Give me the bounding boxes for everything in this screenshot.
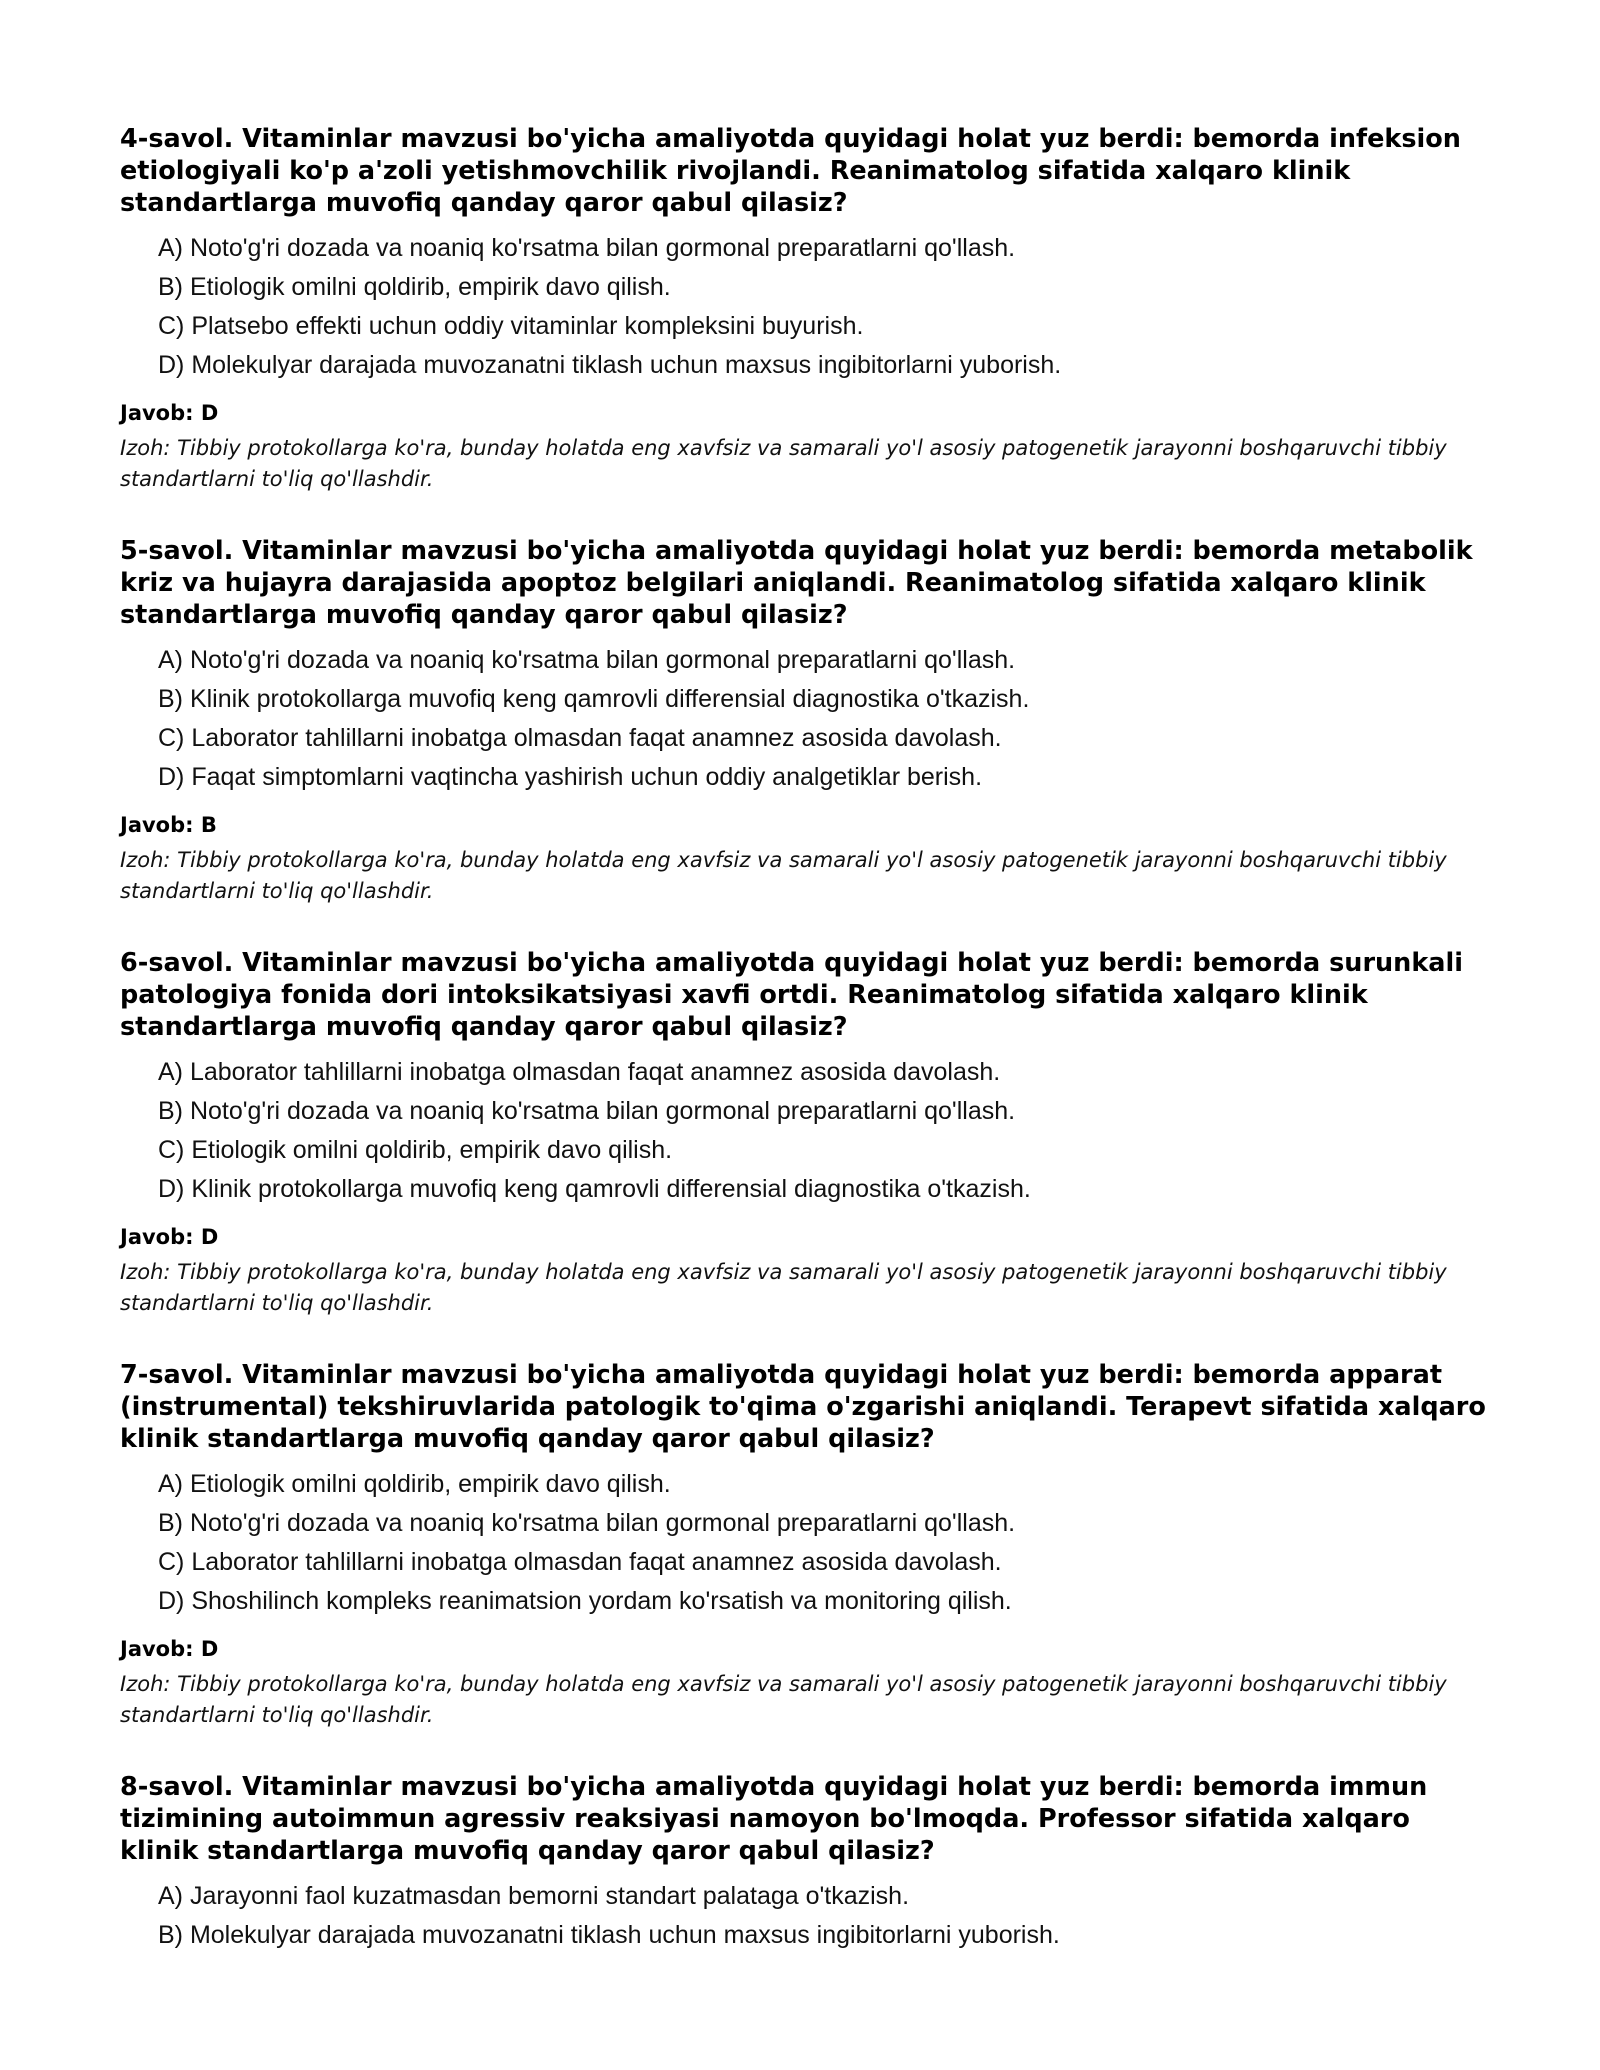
option-a: A) Jarayonni faol kuzatmasdan bemorni standart palataga o'tkazish. [158, 1882, 910, 1910]
option-c: C) Laborator tahlillarni inobatga olmasdan faqat anamnez asosida davolash. [158, 724, 1002, 752]
question-title: 4-savol. Vitaminlar mavzusi bo'yicha amaliyotda quyidagi holat yuz berdi: bemorda infeksion etiologiyali ko'p a'zoli yetishmovchilik rivojlandi. Reanimatolog sifatida xalqaro klinik standartlarga muvofiq qanday qaror qabul qilasiz? [120, 124, 1461, 218]
option-c: C) Laborator tahlillarni inobatga olmasdan faqat anamnez asosida davolash. [158, 1548, 1002, 1576]
answer: Javob: B [120, 813, 217, 837]
option-d: D) Klinik protokollarga muvofiq keng qamrovli differensial diagnostika o'tkazish. [158, 1175, 1031, 1203]
answer: Javob: D [120, 1225, 219, 1249]
question-4 [120, 123, 1490, 495]
options-list [120, 1877, 1490, 1955]
question-title: 6-savol. Vitaminlar mavzusi bo'yicha amaliyotda quyidagi holat yuz berdi: bemorda surunkali patologiya fonida dori intoksikatsiyasi xavfi ortdi. Reanimatolog sifatida xalqaro klinik standartlarga muvofiq qanday qaror qabul qilasiz? [120, 948, 1463, 1042]
option-c: C) Etiologik omilni qoldirib, empirik davo qilish. [158, 1136, 673, 1164]
option-b: B) Noto'g'ri dozada va noaniq ko'rsatma bilan gormonal preparatlarni qo'llash. [158, 1097, 1016, 1125]
explanation-note: Izoh: Tibbiy protokollarga ko'ra, bunday holatda eng xavfsiz va samarali yo'l asosiy patogenetik jarayonni boshqaruvchi tibbiy standartlarni to'liq qo'llashdir. [120, 848, 1447, 903]
question-title: 7-savol. Vitaminlar mavzusi bo'yicha amaliyotda quyidagi holat yuz berdi: bemorda apparat (instrumental) tekshiruvlarida patologik to'qima o'zgarishi aniqlandi. Terapevt sifatida xalqaro klinik standartlarga muvofiq qanday qaror qabul qilasiz? [120, 1360, 1486, 1454]
option-b: B) Molekulyar darajada muvozanatni tiklash uchun maxsus ingibitorlarni yuborish. [158, 1921, 1060, 1949]
option-b: B) Klinik protokollarga muvofiq keng qamrovli differensial diagnostika o'tkazish. [158, 685, 1030, 713]
option-a: A) Noto'g'ri dozada va noaniq ko'rsatma bilan gormonal preparatlarni qo'llash. [158, 234, 1016, 262]
options-list [120, 1465, 1490, 1621]
option-b: B) Noto'g'ri dozada va noaniq ko'rsatma bilan gormonal preparatlarni qo'llash. [158, 1509, 1016, 1537]
explanation-note: Izoh: Tibbiy protokollarga ko'ra, bunday holatda eng xavfsiz va samarali yo'l asosiy patogenetik jarayonni boshqaruvchi tibbiy standartlarni to'liq qo'llashdir. [120, 1672, 1447, 1727]
options-list [120, 641, 1490, 797]
answer: Javob: D [120, 401, 219, 425]
option-a: A) Etiologik omilni qoldirib, empirik davo qilish. [158, 1470, 671, 1498]
explanation-note: Izoh: Tibbiy protokollarga ko'ra, bunday holatda eng xavfsiz va samarali yo'l asosiy patogenetik jarayonni boshqaruvchi tibbiy standartlarni to'liq qo'llashdir. [120, 1260, 1447, 1315]
question-title: 5-savol. Vitaminlar mavzusi bo'yicha amaliyotda quyidagi holat yuz berdi: bemorda metabolik kriz va hujayra darajasida apoptoz belgilari aniqlandi. Reanimatolog sifatida xalqaro klinik standartlarga muvofiq qanday qaror qabul qilasiz? [120, 536, 1473, 630]
option-d: D) Shoshilinch kompleks reanimatsion yordam ko'rsatish va monitoring qilish. [158, 1587, 1012, 1615]
explanation-note: Izoh: Tibbiy protokollarga ko'ra, bunday holatda eng xavfsiz va samarali yo'l asosiy patogenetik jarayonni boshqaruvchi tibbiy standartlarni to'liq qo'llashdir. [120, 436, 1447, 491]
option-a: A) Noto'g'ri dozada va noaniq ko'rsatma bilan gormonal preparatlarni qo'llash. [158, 646, 1016, 674]
question-title: 8-savol. Vitaminlar mavzusi bo'yicha amaliyotda quyidagi holat yuz berdi: bemorda immun tizimining autoimmun agressiv reaksiyasi namoyon bo'lmoqda. Professor sifatida xalqaro klinik standartlarga muvofiq qanday qaror qabul qilasiz? [120, 1772, 1428, 1866]
option-a: A) Laborator tahlillarni inobatga olmasdan faqat anamnez asosida davolash. [158, 1058, 1001, 1086]
options-list [120, 229, 1490, 385]
answer: Javob: D [120, 1637, 219, 1661]
option-d: D) Faqat simptomlarni vaqtincha yashirish uchun oddiy analgetiklar berish. [158, 763, 983, 791]
question-6 [120, 947, 1490, 1319]
option-c: C) Platsebo effekti uchun oddiy vitaminlar kompleksini buyurish. [158, 312, 864, 340]
option-b: B) Etiologik omilni qoldirib, empirik davo qilish. [158, 273, 671, 301]
options-list [120, 1053, 1490, 1209]
question-8 [120, 1771, 1490, 1955]
question-7 [120, 1359, 1490, 1731]
option-d: D) Molekulyar darajada muvozanatni tiklash uchun maxsus ingibitorlarni yuborish. [158, 351, 1062, 379]
question-5 [120, 535, 1490, 907]
